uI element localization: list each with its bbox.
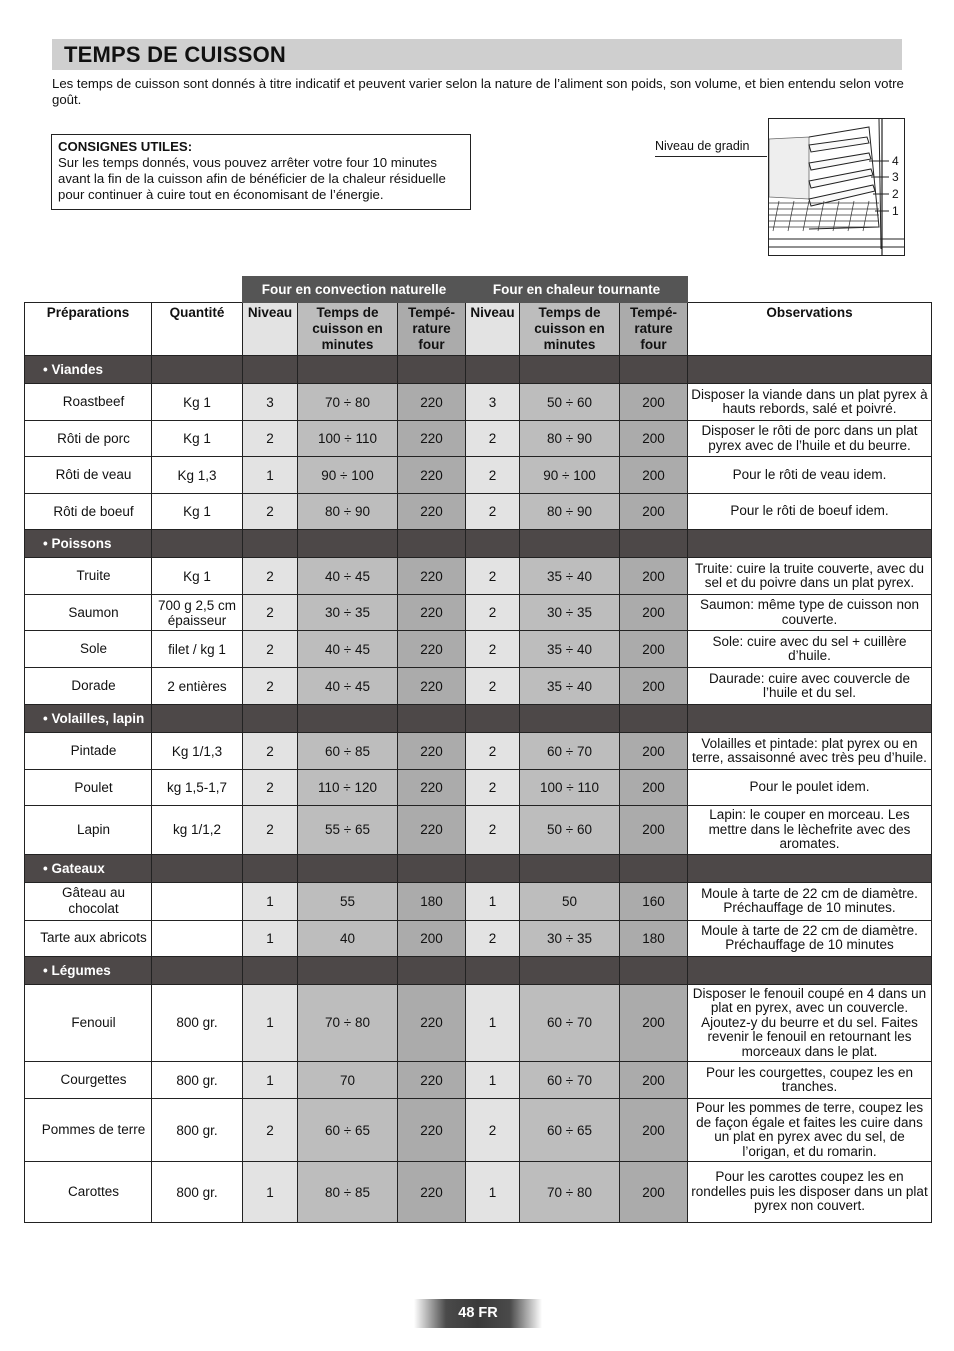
cell-observations: Sole: cuire avec du sel + cuillère d’huile. [688,631,932,668]
category-cell [466,956,520,984]
cell-niveau-tournante: 1 [466,882,520,920]
column-header-row [25,303,932,356]
cell-temps-convection: 40 ÷ 45 [298,558,398,595]
cell-observations: Pour le rôti de boeuf idem. [688,494,932,530]
gradin-leader-line [655,156,767,157]
cell-temperature-convection: 220 [398,558,466,595]
cell-quantite: 800 gr. [152,1062,243,1099]
cell-temperature-tournante: 200 [620,595,688,631]
group-header-tournante: Four en chaleur tournante [466,277,688,303]
cell-temps-convection: 70 ÷ 80 [298,384,398,421]
cell-temperature-convection: 220 [398,595,466,631]
cell-observations: Moule à tarte de 22 cm de diamètre. Préchauffage de 10 minutes. [688,882,932,920]
col-header-niveau-2: Niveau [466,303,520,356]
cell-temperature-tournante: 200 [620,421,688,457]
title-bar [52,39,902,70]
cell-preparation: Rôti de porc [25,421,152,457]
category-cell [243,705,298,733]
cell-niveau-convection: 1 [243,984,298,1062]
table-row [25,882,932,920]
cell-temps-tournante: 70 ÷ 80 [520,1162,620,1223]
page-title: TEMPS DE CUISSON [64,42,287,67]
cell-quantite: 700 g 2,5 cm épaisseur [152,595,243,631]
cell-preparation: Courgettes [25,1062,152,1099]
level-4-label: 4 [892,154,899,168]
cell-niveau-convection: 1 [243,457,298,494]
consignes-text: Sur les temps donnés, vous pouvez arrêter votre four 10 minutes avant la fin de la cuisson afin de bénéficier de la chaleur résiduelle pour continuer à cuire tout en économisant de l’énergie. [58,155,446,202]
cell-temperature-tournante: 200 [620,668,688,705]
cell-temperature-tournante: 200 [620,1162,688,1223]
table-row [25,558,932,595]
table-row [25,770,932,806]
cell-temperature-convection: 220 [398,384,466,421]
cell-niveau-convection: 2 [243,494,298,530]
cell-niveau-tournante: 2 [466,806,520,855]
category-cell [152,854,243,882]
cell-temperature-tournante: 200 [620,984,688,1062]
cell-temps-tournante: 90 ÷ 100 [520,457,620,494]
gradin-label: Niveau de gradin [655,139,750,153]
cell-temps-tournante: 50 ÷ 60 [520,384,620,421]
cell-preparation: Fenouil [25,984,152,1062]
category-cell [398,854,466,882]
cell-quantite: Kg 1 [152,494,243,530]
cell-observations: Pour le poulet idem. [688,770,932,806]
cell-preparation: Roastbeef [25,384,152,421]
cell-temperature-convection: 220 [398,1099,466,1162]
category-cell [520,956,620,984]
category-cell [243,854,298,882]
page-number: 48 FR [414,1299,542,1328]
cell-niveau-tournante: 2 [466,631,520,668]
cell-temperature-tournante: 200 [620,1062,688,1099]
cell-temperature-tournante: 180 [620,920,688,956]
cell-preparation: Dorade [25,668,152,705]
category-cell [152,705,243,733]
cell-preparation: Truite [25,558,152,595]
cell-quantite: Kg 1 [152,558,243,595]
cell-niveau-convection: 2 [243,806,298,855]
cell-temperature-tournante: 160 [620,882,688,920]
category-cell [298,705,398,733]
cell-temps-convection: 70 [298,1062,398,1099]
col-header-niveau-1: Niveau [243,303,298,356]
cell-niveau-tournante: 1 [466,984,520,1062]
category-cell [152,956,243,984]
cell-temperature-convection: 180 [398,882,466,920]
cell-temps-tournante: 60 ÷ 70 [520,1062,620,1099]
cell-niveau-convection: 1 [243,882,298,920]
cell-temperature-tournante: 200 [620,384,688,421]
cell-niveau-tournante: 2 [466,457,520,494]
cell-temps-convection: 60 ÷ 65 [298,1099,398,1162]
level-1-label: 1 [892,204,899,218]
cell-temps-tournante: 60 ÷ 65 [520,1099,620,1162]
cell-temps-tournante: 60 ÷ 70 [520,733,620,770]
category-cell [152,530,243,558]
cell-observations: Moule à tarte de 22 cm de diamètre. Préchauffage de 10 minutes [688,920,932,956]
cell-preparation: Gâteau au chocolat [25,882,152,920]
cell-temps-tournante: 30 ÷ 35 [520,920,620,956]
category-row [25,356,932,384]
category-cell [298,356,398,384]
cell-temps-tournante: 35 ÷ 40 [520,631,620,668]
cooking-times-table [24,276,932,1223]
table-row [25,631,932,668]
cell-preparation: Rôti de veau [25,457,152,494]
table-row [25,984,932,1062]
cell-temps-tournante: 50 ÷ 60 [520,806,620,855]
cell-preparation: Saumon [25,595,152,631]
table-row [25,920,932,956]
table-row [25,806,932,855]
cell-temps-convection: 100 ÷ 110 [298,421,398,457]
cell-niveau-convection: 2 [243,770,298,806]
col-header-temperature-2: Tempé- rature four [620,303,688,356]
category-cell [398,356,466,384]
cell-temps-tournante: 35 ÷ 40 [520,558,620,595]
col-header-temps-1: Temps de cuisson en minutes [298,303,398,356]
cell-niveau-convection: 1 [243,1162,298,1223]
category-label: • Viandes [25,356,152,384]
cell-niveau-tournante: 1 [466,1162,520,1223]
col-header-preparations: Préparations [25,303,152,356]
cell-temperature-convection: 220 [398,631,466,668]
cell-quantite: Kg 1,3 [152,457,243,494]
cell-quantite [152,920,243,956]
cell-preparation: Pommes de terre [25,1099,152,1162]
table-row [25,595,932,631]
category-cell [298,854,398,882]
cell-niveau-tournante: 1 [466,1062,520,1099]
category-cell [688,356,932,384]
cell-observations: Pour les carottes coupez les en rondelles puis les disposer dans un plat pyrex non couvert. [688,1162,932,1223]
category-cell [398,530,466,558]
cell-observations: Saumon: même type de cuisson non couverte. [688,595,932,631]
cell-quantite: Kg 1 [152,384,243,421]
cell-temps-convection: 80 ÷ 90 [298,494,398,530]
cell-observations: Volailles et pintade: plat pyrex ou en terre, assaisonné avec très peu d’huile. [688,733,932,770]
category-cell [620,854,688,882]
category-cell [466,705,520,733]
cell-observations: Disposer le fenouil coupé en 4 dans un plat en pyrex, avec un couvercle. Ajoutez-y du beurre et du sel. Faites revenir le fenouil en retournant les morceaux dans le plat. [688,984,932,1062]
cell-temperature-convection: 220 [398,1062,466,1099]
category-cell [620,956,688,984]
table-row [25,668,932,705]
cell-preparation: Carottes [25,1162,152,1223]
col-header-temperature-1: Tempé- rature four [398,303,466,356]
cell-niveau-convection: 2 [243,733,298,770]
cell-temps-convection: 80 ÷ 85 [298,1162,398,1223]
cell-niveau-tournante: 2 [466,421,520,457]
cell-temperature-tournante: 200 [620,631,688,668]
cell-observations: Truite: cuire la truite couverte, avec du sel et du poivre dans un plat pyrex. [688,558,932,595]
cell-niveau-convection: 2 [243,1099,298,1162]
category-cell [152,356,243,384]
category-cell [520,356,620,384]
cell-niveau-convection: 1 [243,1062,298,1099]
cell-temperature-convection: 220 [398,421,466,457]
group-header-convection: Four en convection naturelle [243,277,466,303]
cell-quantite: 2 entières [152,668,243,705]
cell-observations: Disposer le rôti de porc dans un plat pyrex avec de l’huile et du beurre. [688,421,932,457]
category-label: • Volailles, lapin [25,705,152,733]
cell-observations: Pour les pommes de terre, coupez les de façon égale et faites les cuire dans un plat en pyrex avec du sel, de l’origan, et du romarin. [688,1099,932,1162]
cell-niveau-tournante: 2 [466,770,520,806]
cell-temperature-tournante: 200 [620,494,688,530]
category-cell [298,530,398,558]
category-cell [620,356,688,384]
col-header-temps-2: Temps de cuisson en minutes [520,303,620,356]
cell-niveau-convection: 3 [243,384,298,421]
cell-temperature-convection: 220 [398,494,466,530]
category-cell [243,530,298,558]
cell-quantite: Kg 1/1,3 [152,733,243,770]
cell-quantite: 800 gr. [152,1099,243,1162]
level-3-label: 3 [892,170,899,184]
cell-temps-tournante: 35 ÷ 40 [520,668,620,705]
cell-niveau-tournante: 2 [466,494,520,530]
cell-temps-convection: 110 ÷ 120 [298,770,398,806]
cell-niveau-convection: 2 [243,558,298,595]
cell-temperature-convection: 220 [398,457,466,494]
table-row [25,1062,932,1099]
cell-temperature-tournante: 200 [620,806,688,855]
cell-niveau-tournante: 2 [466,558,520,595]
cell-temperature-convection: 220 [398,770,466,806]
cell-temps-tournante: 80 ÷ 90 [520,421,620,457]
cell-preparation: Tarte aux abricots [25,920,152,956]
table-row [25,421,932,457]
cell-temperature-convection: 220 [398,984,466,1062]
cell-temps-tournante: 50 [520,882,620,920]
category-label: • Légumes [25,956,152,984]
consignes-heading: CONSIGNES UTILES: [58,139,193,154]
table-row [25,1099,932,1162]
category-cell [688,530,932,558]
cell-niveau-convection: 2 [243,631,298,668]
cell-temperature-tournante: 200 [620,1099,688,1162]
cell-temperature-convection: 200 [398,920,466,956]
cell-quantite: Kg 1 [152,421,243,457]
cell-niveau-convection: 2 [243,421,298,457]
cell-niveau-tournante: 2 [466,595,520,631]
category-cell [688,854,932,882]
cell-observations: Lapin: le couper en morceau. Les mettre dans le lèchefrite avec des aromates. [688,806,932,855]
cell-niveau-convection: 2 [243,668,298,705]
category-label: • Gateaux [25,854,152,882]
cell-temps-convection: 40 ÷ 45 [298,668,398,705]
consignes-box [51,134,471,210]
cell-observations: Pour le rôti de veau idem. [688,457,932,494]
cell-temps-convection: 40 [298,920,398,956]
level-2-label: 2 [892,187,899,201]
category-cell [466,530,520,558]
cell-temperature-tournante: 200 [620,457,688,494]
cell-temps-convection: 40 ÷ 45 [298,631,398,668]
cell-temps-convection: 55 ÷ 65 [298,806,398,855]
cell-temperature-tournante: 200 [620,733,688,770]
group-header-row [25,277,932,303]
cell-niveau-convection: 1 [243,920,298,956]
cell-temps-tournante: 60 ÷ 70 [520,984,620,1062]
cell-quantite: filet / kg 1 [152,631,243,668]
cell-quantite: 800 gr. [152,1162,243,1223]
cell-quantite: 800 gr. [152,984,243,1062]
cell-temps-convection: 55 [298,882,398,920]
cell-temps-convection: 60 ÷ 85 [298,733,398,770]
intro-text: Les temps de cuisson sont donnés à titre indicatif et peuvent varier selon la nature de l’aliment son poids, son volume, et bien entendu selon votre goût. [52,76,904,107]
cell-niveau-tournante: 3 [466,384,520,421]
cell-preparation: Lapin [25,806,152,855]
oven-shelf-diagram [768,118,905,256]
cell-niveau-tournante: 2 [466,1099,520,1162]
cell-temperature-convection: 220 [398,806,466,855]
category-row [25,705,932,733]
category-cell [688,705,932,733]
cell-temperature-convection: 220 [398,668,466,705]
cell-temperature-convection: 220 [398,733,466,770]
table-row [25,384,932,421]
category-cell [620,705,688,733]
cell-niveau-tournante: 2 [466,668,520,705]
cell-observations: Disposer la viande dans un plat pyrex à hauts rebords, salé et poivré. [688,384,932,421]
cell-temperature-convection: 220 [398,1162,466,1223]
category-cell [688,956,932,984]
category-cell [520,530,620,558]
cell-niveau-tournante: 2 [466,733,520,770]
category-row [25,956,932,984]
col-header-observations: Observations [688,303,932,356]
cell-niveau-tournante: 2 [466,920,520,956]
category-cell [243,956,298,984]
cell-temps-convection: 30 ÷ 35 [298,595,398,631]
cell-observations: Daurade: cuire avec couvercle de l’huile et du sel. [688,668,932,705]
table-row [25,457,932,494]
cell-temps-tournante: 30 ÷ 35 [520,595,620,631]
category-cell [466,854,520,882]
cell-temperature-tournante: 200 [620,770,688,806]
cell-preparation: Pintade [25,733,152,770]
cell-quantite: kg 1/1,2 [152,806,243,855]
cell-preparation: Poulet [25,770,152,806]
cell-preparation: Sole [25,631,152,668]
category-cell [620,530,688,558]
category-cell [398,705,466,733]
cell-preparation: Rôti de boeuf [25,494,152,530]
table-row [25,1162,932,1223]
category-row [25,530,932,558]
table-row [25,494,932,530]
category-cell [298,956,398,984]
cell-observations: Pour les courgettes, coupez les en tranches. [688,1062,932,1099]
category-label: • Poissons [25,530,152,558]
table-row [25,733,932,770]
cell-temps-convection: 70 ÷ 80 [298,984,398,1062]
cell-temperature-tournante: 200 [620,558,688,595]
cell-niveau-convection: 2 [243,595,298,631]
category-cell [243,356,298,384]
cell-temps-convection: 90 ÷ 100 [298,457,398,494]
category-cell [398,956,466,984]
cell-quantite: kg 1,5-1,7 [152,770,243,806]
cell-quantite [152,882,243,920]
cell-temps-tournante: 80 ÷ 90 [520,494,620,530]
category-cell [466,356,520,384]
col-header-quantite: Quantité [152,303,243,356]
category-cell [520,705,620,733]
cell-temps-tournante: 100 ÷ 110 [520,770,620,806]
category-cell [520,854,620,882]
oven-shelf-illustration [769,119,904,255]
category-row [25,854,932,882]
